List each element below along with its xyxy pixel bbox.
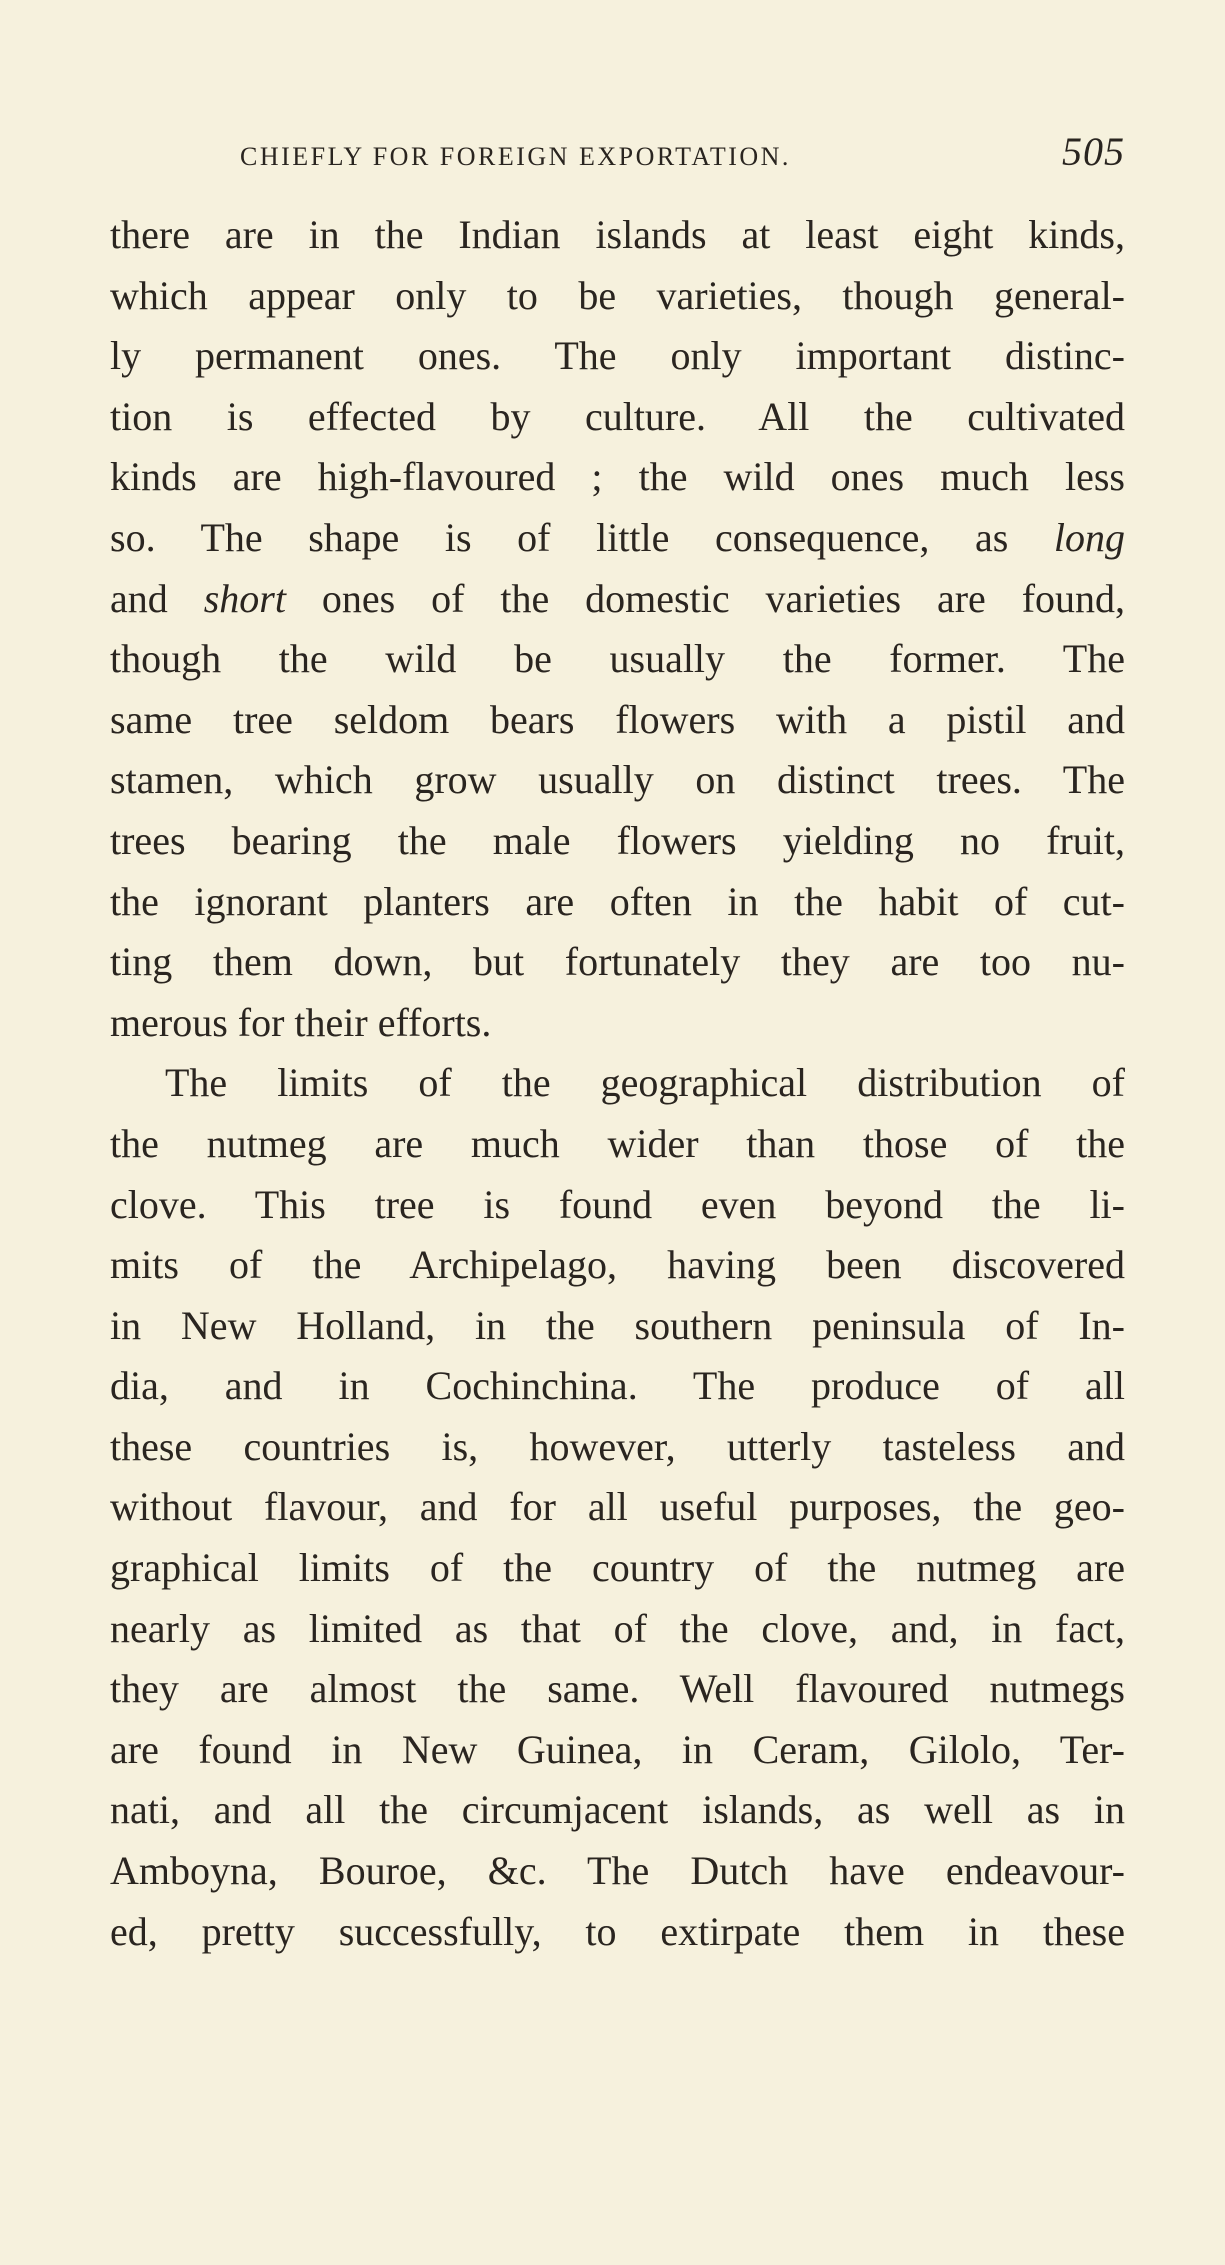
text-line: graphical limits of the country of the nutmeg are: [110, 1545, 1125, 1591]
italic-word: short: [203, 575, 286, 621]
text-line: stamen, which grow usually on distinct trees. The: [110, 757, 1125, 803]
text-line: the ignorant planters are often in the habit of cut-: [110, 878, 1125, 924]
body-text: [110, 205, 1125, 1962]
text-segment: ones of the domestic varieties are found,: [321, 575, 1126, 621]
text-line: ly permanent ones. The only important distinc-: [110, 333, 1125, 379]
text-line: nati, and all the circumjacent islands, as well as in: [110, 1787, 1125, 1833]
text-line: kinds are high-flavoured ; the wild ones much less: [110, 454, 1125, 500]
text-segment: and: [110, 575, 168, 621]
text-line: Amboyna, Bouroe, &c. The Dutch have endeavour-: [110, 1848, 1125, 1894]
text-line: in New Holland, in the southern peninsula of In-: [110, 1302, 1125, 1348]
text-line: mits of the Archipelago, having been discovered: [110, 1242, 1125, 1288]
text-line: are found in New Guinea, in Ceram, Gilolo, Ter-: [110, 1726, 1125, 1772]
running-title: CHIEFLY FOR FOREIGN EXPORTATION.: [240, 142, 791, 171]
text-line: without flavour, and for all useful purposes, the geo-: [110, 1484, 1125, 1530]
text-line: these countries is, however, utterly tasteless and: [110, 1423, 1125, 1469]
text-line-with-italic: [110, 508, 1125, 569]
text-line: clove. This tree is found even beyond the li-: [110, 1181, 1125, 1227]
text-line: ting them down, but fortunately they are too nu-: [110, 939, 1125, 985]
text-line: the nutmeg are much wider than those of the: [110, 1120, 1125, 1166]
page-number: 505: [1062, 129, 1125, 174]
text-line: nearly as limited as that of the clove, and, in fact,: [110, 1605, 1125, 1651]
text-line: which appear only to be varieties, though general-: [110, 272, 1125, 318]
text-line: there are in the Indian islands at least eight kinds,: [110, 212, 1125, 257]
paragraph-end-line: merous for their efforts.: [110, 999, 492, 1045]
text-line: though the wild be usually the former. The: [110, 636, 1125, 682]
text-line-with-italic: [110, 569, 1125, 630]
text-line: same tree seldom bears flowers with a pistil and: [110, 696, 1125, 742]
text-line: dia, and in Cochinchina. The produce of all: [110, 1363, 1125, 1409]
running-head: [240, 128, 1125, 178]
text-segment: so. The shape is of little consequence, as: [110, 514, 1009, 560]
text-line: tion is effected by culture. All the cultivated: [110, 393, 1125, 439]
text-line: trees bearing the male flowers yielding no fruit,: [110, 817, 1125, 863]
paragraph-start-line: The limits of the geographical distribution of: [165, 1060, 1125, 1106]
text-line: they are almost the same. Well flavoured nutmegs: [110, 1666, 1125, 1712]
italic-word: long: [1053, 514, 1125, 560]
text-line: ed, pretty successfully, to extirpate them in these: [110, 1908, 1125, 1954]
